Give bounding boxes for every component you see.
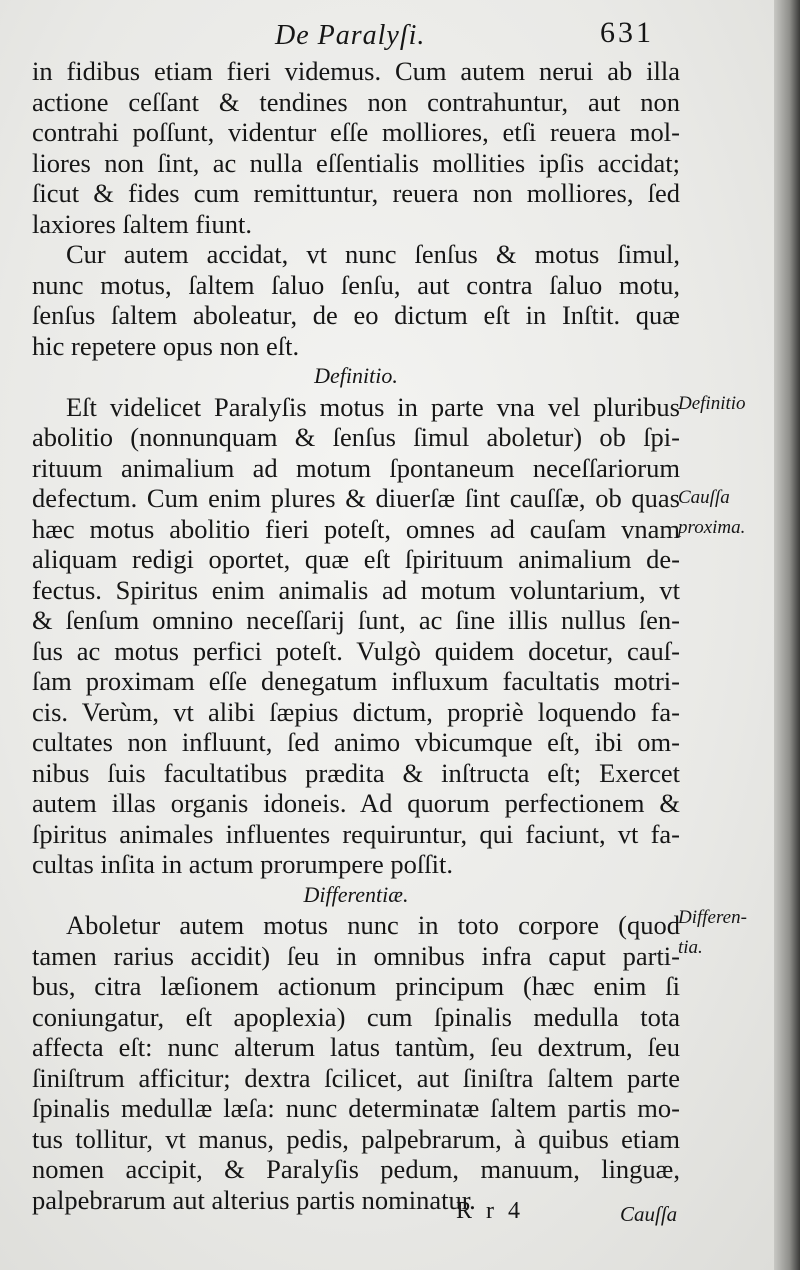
- section-heading: Definitio.: [314, 363, 398, 388]
- margin-note-differentiae: Differen-: [678, 907, 747, 928]
- text-line: Cur autem accidat, vt nunc ſenſus & motus ſimul,: [66, 239, 680, 269]
- text-line: laxiores ſaltem fiunt.: [32, 208, 253, 239]
- text-line: actione ceſſant & tendines non contrahuntur, aut non: [32, 86, 680, 117]
- text-line: bus, citra læſionem actionum principum (hæc enim ſi: [32, 971, 680, 1001]
- text-line: & ſenſum omnino neceſſarij ſunt, ac ſine illis nullus ſen-: [32, 605, 680, 635]
- text-line: tamen rarius accidit) ſeu in omnibus infra caput parti-: [32, 940, 680, 971]
- catchword: Cauſſa: [620, 1202, 678, 1226]
- text-line: Eſt videlicet Paralyſis motus in parte vna vel pluribus: [66, 391, 680, 422]
- text-line: nomen accipit, & Paralyſis pedum, manuum, linguæ,: [32, 1154, 680, 1184]
- text-line: ſpiritus animales influentes requiruntur, qui faciunt, vt fa-: [32, 818, 680, 849]
- text-line: nibus ſuis facultatibus prædita & inſtructa eſt; Exercet: [32, 757, 680, 788]
- text-line: rituum animalium ad motum ſpontaneum neceſſariorum: [32, 452, 680, 483]
- text-line: tus tollitur, vt manus, pedis, palpebrarum, à quibus etiam: [32, 1123, 680, 1154]
- text-line: ſus ac motus perfici poteſt. Vulgò quidem docetur, cauſ-: [32, 635, 680, 666]
- text-line: cis. Verùm, vt alibi ſæpius dictum, propriè loquendo fa-: [32, 696, 680, 727]
- text-line: Aboletur autem motus nunc in toto corpore (quod: [66, 910, 680, 940]
- text-line: aliquam redigi oportet, quæ eſt ſpirituum animalium de-: [32, 544, 680, 574]
- text-line: ſenſus ſaltem aboleatur, de eo dictum eſt in Inſtit. quæ: [32, 300, 680, 330]
- text-line: ſicut & fides cum remittuntur, reuera non molliores, ſed: [32, 178, 680, 208]
- margin-note-caussa: Cauſſa: [678, 487, 730, 508]
- text-line: contrahi poſſunt, videntur eſſe molliores, etſi reuera mol-: [32, 117, 680, 147]
- text-line: cultas inſita in actum prorumpere poſſit.: [32, 849, 453, 879]
- margin-note-proxima: proxima.: [678, 517, 746, 538]
- text-line: affecta eſt: nunc alterum latus tantùm, ſeu dextrum, ſeu: [32, 1032, 680, 1062]
- margin-note-definitio: Definitio: [678, 393, 746, 414]
- text-line: hic repetere opus non eſt.: [32, 330, 300, 361]
- text-line: ſam proximam eſſe denegatum influxum facultatis motri-: [32, 666, 680, 696]
- text-line: ſpinalis medullæ læſa: nunc determinatæ ſaltem partis mo-: [32, 1093, 680, 1123]
- section-heading: Differentiæ.: [303, 881, 409, 907]
- text-line: palpebrarum aut alterius partis nominatur.: [32, 1184, 476, 1215]
- text-line: abolitio (nonnunquam & ſenſus ſimul aboletur) ob ſpi-: [32, 422, 680, 452]
- text-line: hæc motus abolitio fieri poteſt, omnes ad cauſam vnam: [32, 513, 680, 544]
- text-line: cultates non influunt, ſed animo vbicumque eſt, ibi om-: [32, 727, 680, 757]
- text-line: nunc motus, ſaltem ſaluo ſenſu, aut contra ſaluo motu,: [32, 269, 680, 300]
- signature-mark: R r 4: [456, 1198, 524, 1224]
- running-head: De Paralyſi.: [275, 20, 426, 51]
- page-footer: [0, 1194, 800, 1230]
- text-line: autem illas organis idoneis. Ad quorum perfectionem &: [32, 788, 680, 818]
- text-line: liores non ſint, ac nulla eſſentialis mollities ipſis accidat;: [32, 147, 680, 178]
- margin-notes: [678, 0, 778, 1270]
- page-number: 631: [600, 16, 654, 49]
- body-text: [32, 56, 680, 1215]
- text-line: fectus. Spiritus enim animalis ad motum voluntarium, vt: [32, 574, 680, 605]
- margin-note-tia: tia.: [678, 937, 703, 958]
- text-line: coniungatur, eſt apoplexia) cum ſpinalis medulla tota: [32, 1001, 680, 1032]
- text-line: in fidibus etiam fieri videmus. Cum autem nerui ab illa: [32, 56, 680, 86]
- text-line: defectum. Cum enim plures & diuerſæ ſint cauſſæ, ob quas: [32, 483, 680, 513]
- text-line: ſiniſtrum afficitur; dextra ſcilicet, aut ſiniſtra ſaltem parte: [32, 1062, 680, 1093]
